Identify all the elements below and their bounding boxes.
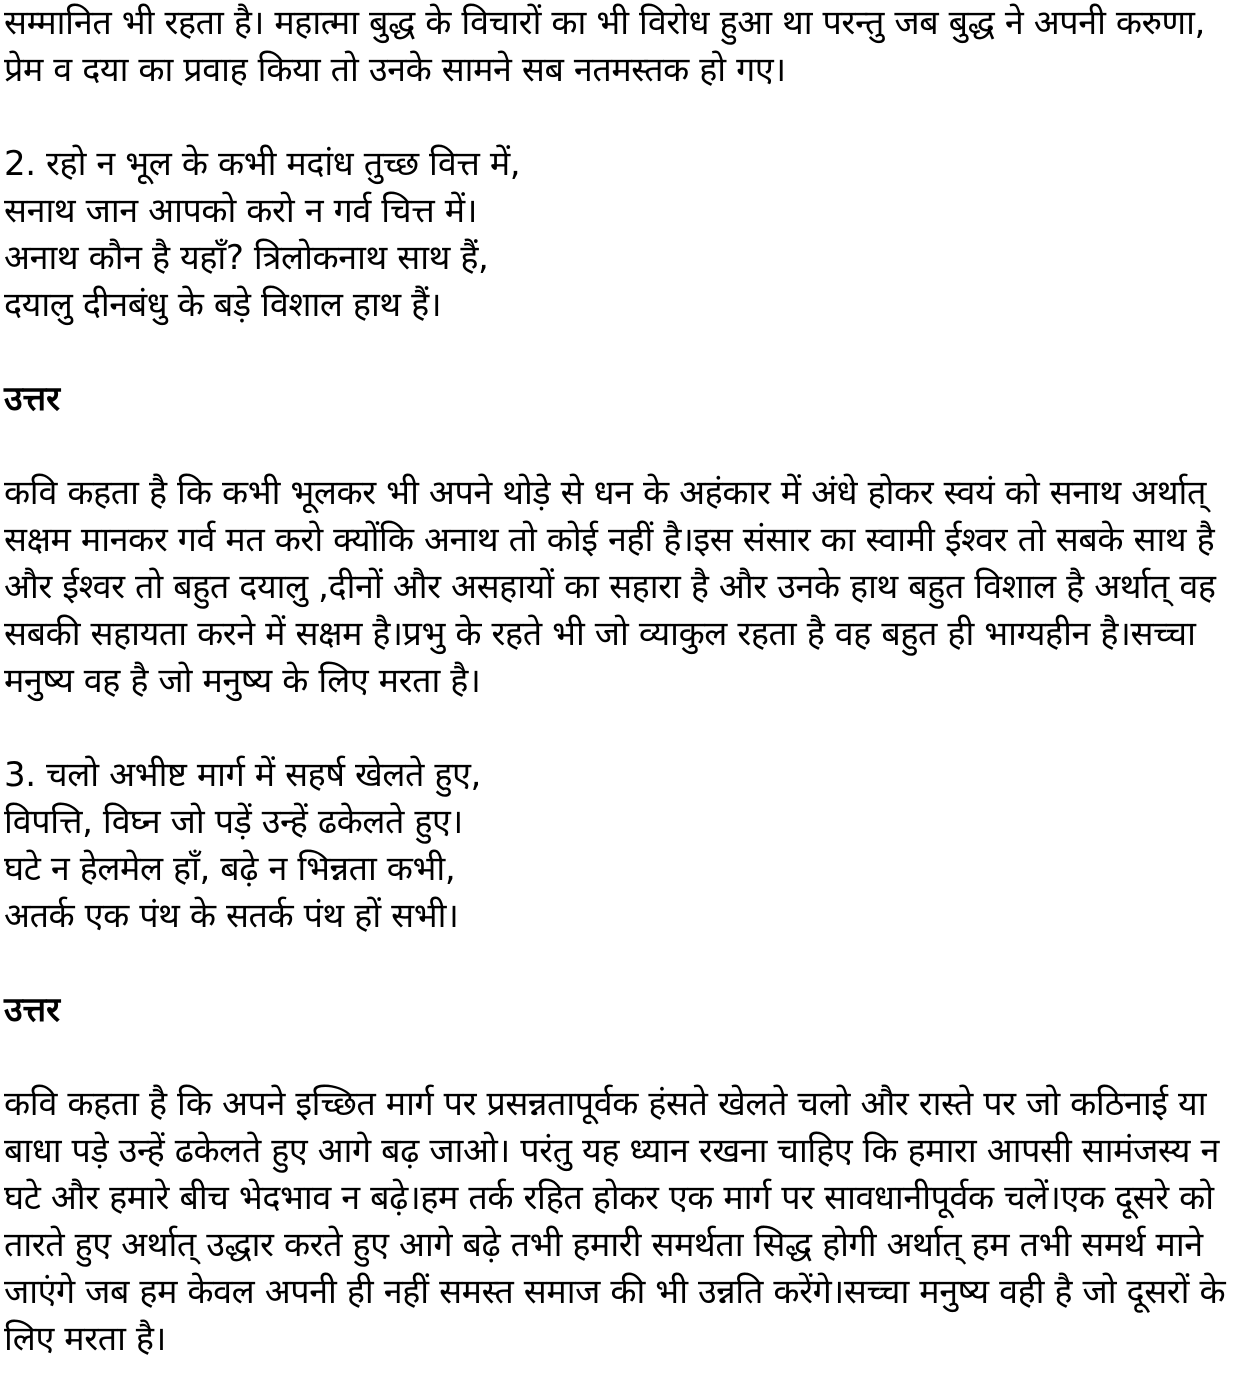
spacer bbox=[4, 329, 1249, 376]
spacer bbox=[4, 94, 1249, 141]
spacer bbox=[4, 1034, 1249, 1081]
spacer bbox=[4, 423, 1249, 470]
answer-3-heading: उत्तर bbox=[4, 990, 61, 1030]
verse-3-line-2: विपत्ति, विघ्न जो पड़ें उन्हें ढकेलते हुए। bbox=[4, 802, 463, 842]
intro-paragraph: सम्मानित भी रहता है। महात्मा बुद्ध के विचारों का भी विरोध हुआ था परन्तु जब बुद्ध ने अपनी करुणा, प्रेम व दया का प्रवाह किया तो उनके सामने सब नतमस्तक हो गए। bbox=[4, 3, 1205, 90]
answer-3-text: कवि कहता है कि अपने इच्छित मार्ग पर प्रसन्नतापूर्वक हंसते खेलते चलो और रास्ते पर जो कठिनाई या बाधा पड़े उन्हें ढकेलते हुए आगे बढ़ जाओ। परंतु यह ध्यान रखना चाहिए कि हमारा आपसी सामंजस्य न घटे और हमारे बीच भेदभाव न बढ़े।हम तर्क रहित होकर एक मार्ग पर सावधानीपूर्वक चलें।एक दूसरे को तारते हुए अर्थात् उद्धार करते हुए आगे बढ़े तभी हमारी समर्थता सिद्ध होगी अर्थात् हम तभी समर्थ माने जाएंगे जब हम केवल अपनी ही नहीं समस्त समाज की भी उन्नति करेंगे।सच्चा मनुष्य वही है जो दूसरों के लिए मरता है। bbox=[4, 1084, 1226, 1359]
spacer bbox=[4, 940, 1249, 987]
verse-2 bbox=[4, 141, 1249, 329]
verse-3-line-3: घटे न हेलमेल हाँ, बढ़े न भिन्नता कभी, bbox=[4, 849, 456, 889]
answer-2-heading: उत्तर bbox=[4, 379, 61, 419]
verse-2-line-4: दयालु दीनबंधु के बड़े विशाल हाथ हैं। bbox=[4, 285, 442, 325]
verse-3-line-4: अतर्क एक पंथ के सतर्क पंथ हों सभी। bbox=[4, 896, 459, 936]
verse-2-line-2: सनाथ जान आपको करो न गर्व चित्त में। bbox=[4, 191, 478, 231]
verse-3-line-1: 3. चलो अभीष्ट मार्ग में सहर्ष खेलते हुए, bbox=[4, 755, 481, 795]
verse-2-line-3: अनाथ कौन है यहाँ? त्रिलोकनाथ साथ हैं, bbox=[4, 238, 489, 278]
verse-2-line-1: 2. रहो न भूल के कभी मदांध तुच्छ वित्त में, bbox=[4, 144, 521, 184]
verse-3 bbox=[4, 752, 1249, 940]
answer-2-text: कवि कहता है कि कभी भूलकर भी अपने थोड़े से धन के अहंकार में अंधे होकर स्वयं को सनाथ अर्थात् सक्षम मानकर गर्व मत करो क्योंकि अनाथ तो कोई नहीं है।इस संसार का स्वामी ईश्वर तो सबके साथ है और ईश्वर तो बहुत दयालु ,दीनों और असहायों का सहारा है और उनके हाथ बहुत विशाल है अर्थात् वह सबकी सहायता करने में सक्षम है।प्रभु के रहते भी जो व्याकुल रहता है वह बहुत ही भाग्यहीन है।सच्चा मनुष्य वह है जो मनुष्य के लिए मरता है। bbox=[4, 473, 1216, 701]
spacer bbox=[4, 705, 1249, 752]
